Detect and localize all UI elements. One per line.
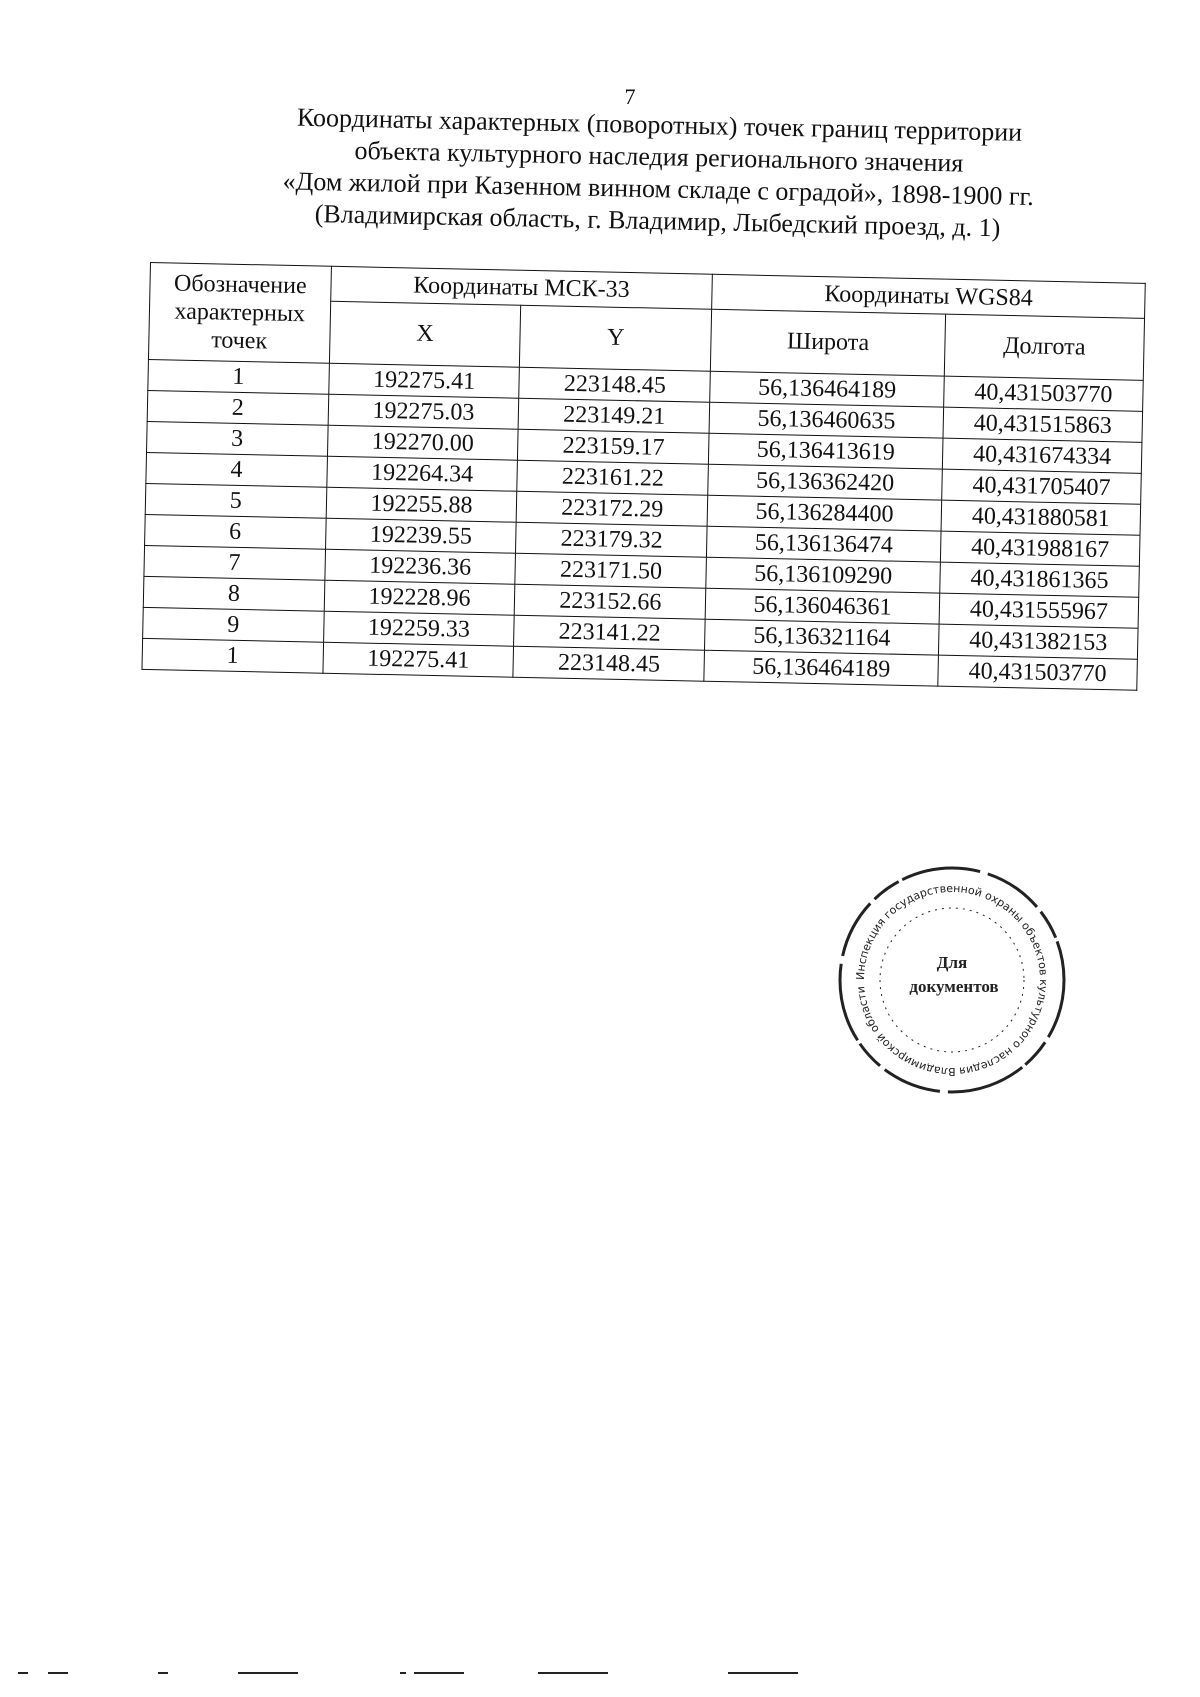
- cell-latitude: 56,136460635: [709, 402, 943, 438]
- scan-mark: [158, 1672, 168, 1674]
- cell-y: 223161.22: [517, 460, 708, 495]
- title-line-3: «Дом жилой при Казенном винном складе с оградой», 1898-1900 гг.: [282, 166, 1035, 212]
- header-designation: Обозначение характерных точек: [148, 263, 331, 364]
- cell-latitude: 56,136046361: [705, 588, 939, 624]
- cell-point: 1: [142, 638, 323, 673]
- cell-x: 192228.96: [324, 580, 515, 615]
- cell-x: 192236.36: [324, 549, 515, 584]
- cell-y: 223172.29: [517, 491, 708, 526]
- seal-ring-text: Инспекция государственной охраны объектов культурного наследия Владимирской области: [853, 881, 1051, 1079]
- cell-longitude: 40,431880581: [941, 500, 1141, 535]
- cell-point: 7: [144, 545, 325, 580]
- cell-y: 223179.32: [516, 522, 707, 557]
- cell-y: 223152.66: [515, 584, 706, 619]
- document-seal: [832, 860, 1072, 1100]
- header-y: Y: [520, 305, 712, 371]
- cell-point: 9: [143, 607, 324, 642]
- scan-edge-marks: [0, 1672, 1200, 1682]
- cell-y: 223171.50: [515, 553, 706, 588]
- title-line-2: объекта культурного наследия регионального значения: [354, 135, 964, 178]
- scan-mark: [400, 1672, 406, 1674]
- header-latitude: Широта: [711, 309, 946, 376]
- scan-mark: [414, 1672, 464, 1674]
- cell-latitude: 56,136464189: [704, 650, 938, 686]
- scan-mark: [48, 1672, 68, 1674]
- seal-center-line-1: Для: [936, 953, 968, 972]
- cell-point: 3: [147, 421, 328, 456]
- cell-point: 8: [143, 576, 324, 611]
- cell-y: 223141.22: [514, 615, 705, 650]
- cell-longitude: 40,431555967: [939, 593, 1139, 628]
- cell-point: 1: [148, 359, 329, 394]
- cell-x: 192275.41: [328, 363, 519, 398]
- seal-icon: [832, 860, 1072, 1100]
- cell-latitude: 56,136284400: [707, 495, 941, 531]
- cell-point: 2: [147, 390, 328, 425]
- cell-x: 192270.00: [327, 425, 518, 460]
- scan-mark: [538, 1672, 608, 1674]
- cell-longitude: 40,431503770: [944, 376, 1144, 411]
- scan-mark: [238, 1672, 298, 1674]
- cell-y: 223148.45: [519, 367, 710, 402]
- header-x: X: [329, 301, 521, 367]
- coordinates-table: [141, 262, 1145, 691]
- cell-longitude: 40,431988167: [940, 531, 1140, 566]
- title-line-1: Координаты характерных (поворотных) точек границ территории: [296, 102, 1023, 147]
- scan-mark: [18, 1672, 28, 1674]
- scan-mark: [728, 1672, 798, 1674]
- cell-y: 223149.21: [519, 398, 710, 433]
- cell-x: 192259.33: [323, 611, 514, 646]
- cell-longitude: 40,431382153: [938, 624, 1138, 659]
- cell-latitude: 56,136136474: [707, 526, 941, 562]
- cell-longitude: 40,431674334: [942, 438, 1142, 473]
- cell-longitude: 40,431503770: [938, 655, 1138, 690]
- cell-x: 192255.88: [326, 487, 517, 522]
- cell-latitude: 56,136413619: [709, 433, 943, 469]
- header-longitude: Долгота: [944, 314, 1144, 380]
- cell-latitude: 56,136321164: [705, 619, 939, 655]
- cell-x: 192275.41: [323, 642, 514, 677]
- header-wgs-group: Координаты WGS84: [712, 274, 1145, 318]
- cell-y: 223148.45: [513, 646, 704, 681]
- cell-latitude: 56,136362420: [708, 464, 942, 500]
- cell-y: 223159.17: [518, 429, 709, 464]
- document-title: [217, 100, 1099, 246]
- cell-point: 6: [145, 514, 326, 549]
- cell-longitude: 40,431705407: [942, 469, 1142, 504]
- cell-longitude: 40,431515863: [943, 407, 1143, 442]
- cell-point: 5: [145, 483, 326, 518]
- cell-point: 4: [146, 452, 327, 487]
- page-number: 7: [624, 84, 636, 109]
- cell-x: 192239.55: [325, 518, 516, 553]
- header-msk-group: Координаты МСК-33: [330, 266, 712, 309]
- cell-longitude: 40,431861365: [940, 562, 1140, 597]
- cell-latitude: 56,136109290: [706, 557, 940, 593]
- cell-x: 192264.34: [326, 456, 517, 491]
- seal-center-line-2: документов: [909, 977, 999, 996]
- title-line-4: (Владимирская область, г. Владимир, Лыбедский проезд, д. 1): [314, 199, 1001, 243]
- cell-x: 192275.03: [328, 394, 519, 429]
- cell-latitude: 56,136464189: [710, 371, 944, 407]
